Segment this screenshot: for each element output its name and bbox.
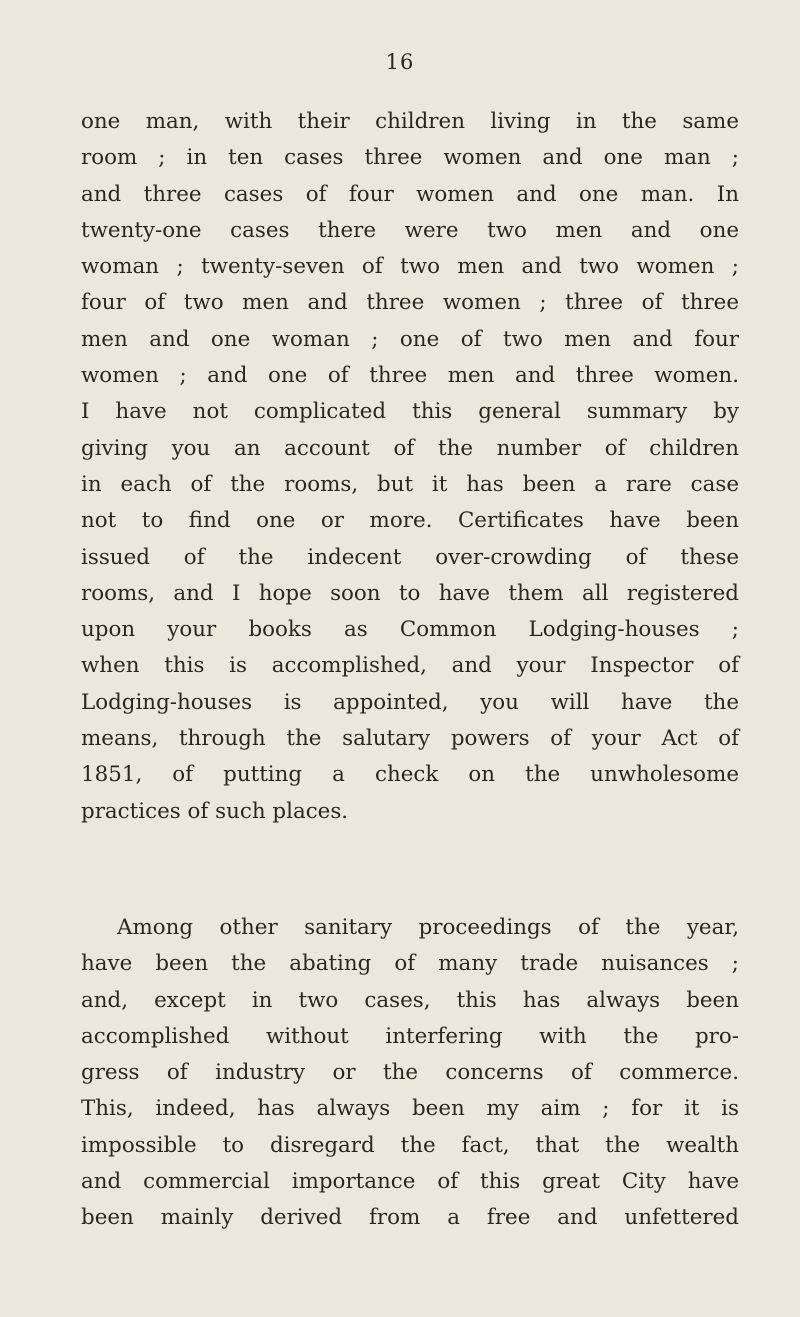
text-line: and three cases of four women and one man. In xyxy=(81,181,739,207)
text-line: upon your books as Common Lodging-houses ; xyxy=(81,617,739,643)
text-line: 1851, of putting a check on the unwholesome xyxy=(81,762,739,788)
text-line: This, indeed, has always been my aim ; for it is xyxy=(81,1096,739,1122)
text-line: women ; and one of three men and three women. xyxy=(81,363,739,389)
text-line: practices of such places. xyxy=(81,798,349,824)
text-line: one man, with their children living in the same xyxy=(81,109,739,134)
text-line: woman ; twenty-seven of two men and two women ; xyxy=(81,254,739,280)
text-line: been mainly derived from a free and unfettered xyxy=(81,1205,739,1231)
text-line: in each of the rooms, but it has been a rare case xyxy=(81,471,739,497)
text-line: and, except in two cases, this has always been xyxy=(81,987,739,1013)
text-line: four of two men and three women ; three of three xyxy=(81,290,739,316)
paragraph-2 xyxy=(81,910,739,1237)
text-line: Among other sanitary proceedings of the year, xyxy=(117,915,739,940)
text-line: gress of industry or the concerns of commerce. xyxy=(81,1060,739,1086)
text-line: and commercial importance of this great City have xyxy=(81,1169,739,1195)
text-line: giving you an account of the number of children xyxy=(81,435,739,461)
text-line: have been the abating of many trade nuisances ; xyxy=(81,951,739,977)
text-line: room ; in ten cases three women and one man ; xyxy=(81,145,739,171)
text-line: means, through the salutary powers of your Act of xyxy=(81,726,739,752)
text-line: impossible to disregard the fact, that the wealth xyxy=(81,1132,739,1158)
text-line: issued of the indecent over-crowding of these xyxy=(81,544,739,570)
text-line: I have not complicated this general summary by xyxy=(81,399,739,425)
text-line: accomplished without interfering with the pro- xyxy=(81,1023,739,1049)
text-line: rooms, and I hope soon to have them all registered xyxy=(81,580,739,606)
paragraph-1 xyxy=(81,104,739,830)
text-line: Lodging-houses is appointed, you will have the xyxy=(81,689,739,715)
text-line: not to find one or more. Certificates have been xyxy=(81,508,739,534)
page-number: 16 xyxy=(385,50,415,74)
text-line: men and one woman ; one of two men and four xyxy=(81,326,739,352)
text-line: twenty-one cases there were two men and one xyxy=(81,217,739,243)
text-line: when this is accomplished, and your Inspector of xyxy=(81,653,739,679)
